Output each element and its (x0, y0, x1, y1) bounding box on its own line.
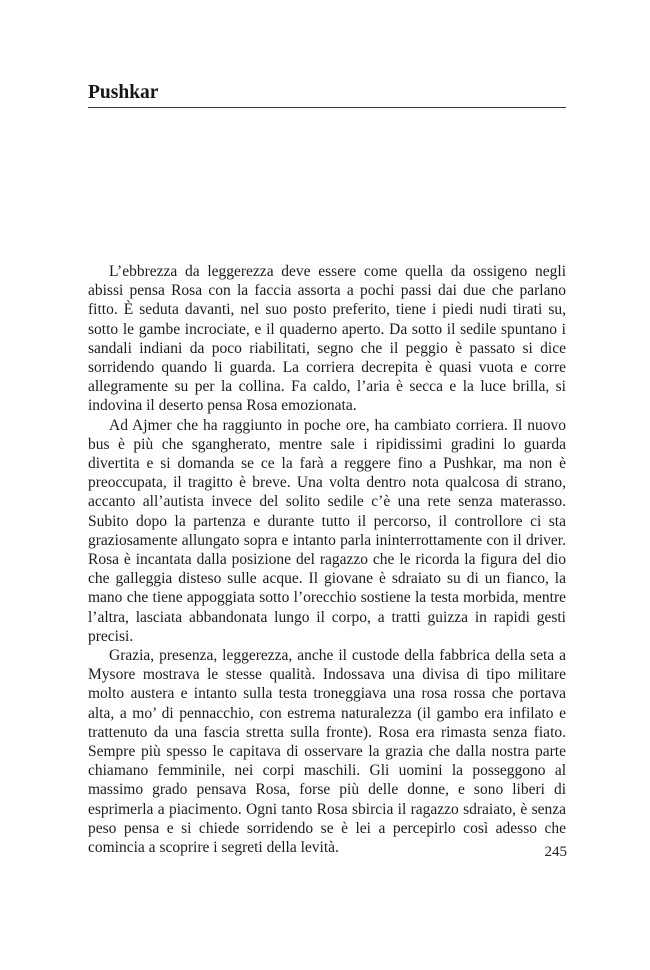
paragraph-3: Grazia, presenza, leggerezza, anche il custode della fabbrica della seta a Mysore mostrava le stesse qualità. Indossava una divisa di tipo militare molto austera e intanto sulla testa troneggiava una rosa rossa che portava alta, a mo’ di pennacchio, con estrema naturalezza (il gambo era infilato e trattenuto da una fascia stretta sulla fronte). Rosa era rimasta senza fiato. Sempre più spesso le capitava di osservare la grazia che dalla nostra parte chiamano femminile, nei corpi maschili. Gli uomini la posseggono al massimo grado pensava Rosa, forse più delle donne, e sono liberi di esprimerla a piacimento. Ogni tanto Rosa sbircia il ragazzo sdraiato, è senza peso pensa e si chiede sorridendo se è lei a percepirlo così adesso che comincia a scoprire i segreti della levità. (88, 647, 566, 857)
chapter-header (88, 82, 566, 108)
chapter-title: Pushkar (88, 82, 159, 103)
paragraph-1: L’ebbrezza da leggerezza deve essere come quella da ossigeno negli abissi pensa Rosa con la faccia assorta a pochi passi dai due che parlano fitto. È seduta davanti, nel suo posto preferito, tiene i piedi nudi tirati su, sotto le gambe incrociate, e il quaderno aperto. Da sotto il sedile spuntano i sandali indiani da poco riabilitati, segno che il peggio è passato si dice sorridendo quando li guarda. La corriera decrepita è quasi vuota e corre allegramente su per la collina. Fa caldo, l’aria è secca e la luce brilla, si indovina il deserto pensa Rosa emozionata. (88, 263, 566, 415)
page-number: 245 (544, 844, 567, 860)
header-rule (88, 107, 566, 108)
body-text (88, 262, 566, 857)
paragraph-2: Ad Ajmer che ha raggiunto in poche ore, ha cambiato corriera. Il nuovo bus è più che sgangherato, mentre sale i ripidissimi gradini lo guarda divertita e si domanda se ce la farà a reggere fino a Pushkar, ma non è preoccupata, il tragitto è breve. Una volta dentro nota qualcosa di strano, accanto all’autista invece del solito sedile c’è una rete senza materasso. Subito dopo la partenza e durante tutto il percorso, il controllore ci sta graziosamente allungato sopra e intanto parla ininterrottamente con il driver. Rosa è incantata dalla posizione del ragazzo che le ricorda la figura del dio che galleggia disteso sulle acque. Il giovane è sdraiato su di un fianco, la mano che tiene appoggiata sotto l’orecchio sostiene la testa morbida, mentre l’altra, lasciata abbandonata lungo il corpo, a tratti guizza in rapidi gesti precisi. (88, 416, 566, 645)
